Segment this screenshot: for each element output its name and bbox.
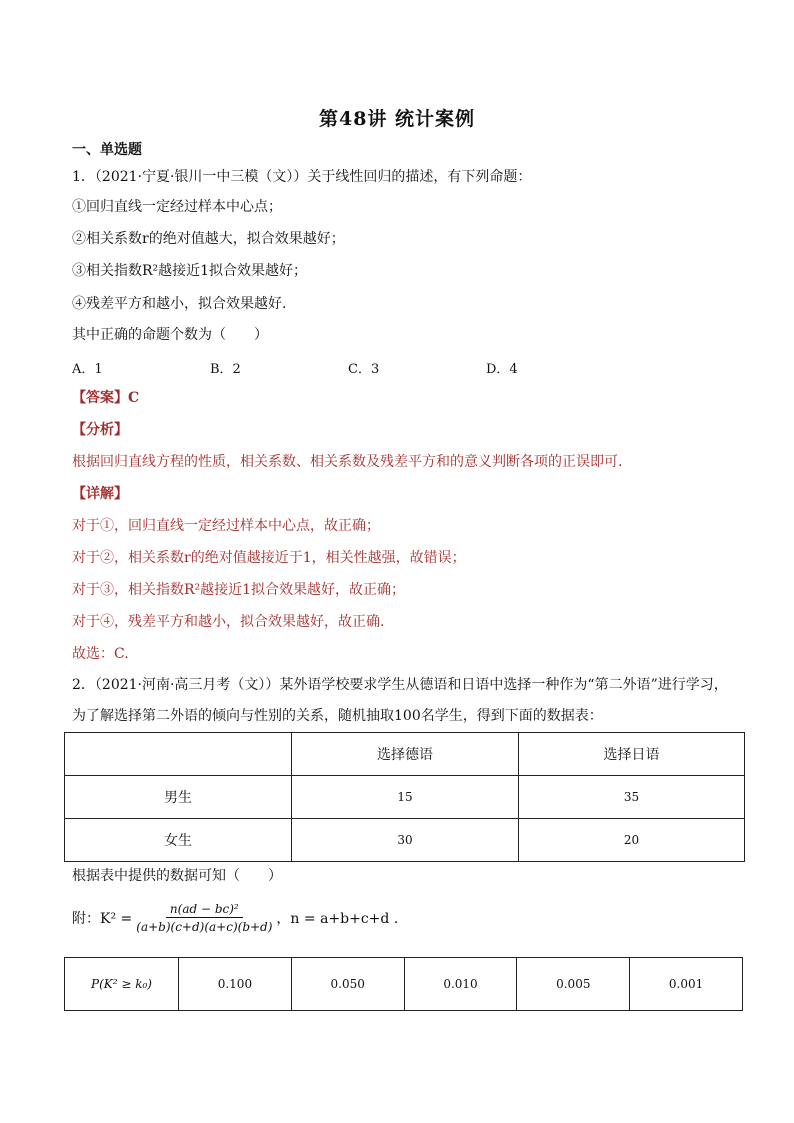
- table-row: [65, 958, 743, 1011]
- q1-item-2: ②相关系数r的绝对值越大，拟合效果越好；: [72, 231, 345, 247]
- table-header-row: [65, 733, 745, 776]
- formula-suffix: ，n = a+b+c+d .: [276, 911, 399, 927]
- q1-stem: 1．（2021·宁夏·银川一中三模（文））关于线性回归的描述，有下列命题：: [72, 169, 532, 185]
- table-row: [65, 819, 745, 862]
- table-cell: 15: [292, 776, 519, 819]
- table-row: [65, 776, 745, 819]
- q1-option-d: D．4: [486, 362, 518, 377]
- section-heading: 一、单选题: [72, 142, 142, 158]
- q1-item-1: ①回归直线一定经过样本中心点；: [72, 199, 282, 215]
- prob-value-cell: 0.050: [291, 958, 404, 1011]
- q1-option-c: C．3: [348, 362, 380, 377]
- prob-header-cell: P(K² ≥ k₀): [65, 958, 179, 1011]
- q1-detail-line-4: 对于④，残差平方和越小，拟合效果越好，故正确.: [72, 614, 385, 630]
- table-cell: 男生: [65, 776, 292, 819]
- prob-value-cell: 0.005: [517, 958, 630, 1011]
- q1-question: 其中正确的命题个数为（ ）: [72, 327, 268, 343]
- prob-value-cell: 0.100: [179, 958, 292, 1011]
- page-title: 第48讲 统计案例: [318, 108, 476, 130]
- q1-item-3: ③相关指数R²越接近1拟合效果越好；: [72, 263, 308, 279]
- q1-analysis-text: 根据回归直线方程的性质，相关系数、相关系数及残差平方和的意义判断各项的正误即可.: [72, 454, 623, 470]
- formula-prefix: 附：K² =: [72, 911, 133, 927]
- q1-option-b: B．2: [210, 362, 241, 377]
- table-cell: 30: [292, 819, 519, 862]
- q2-question: 根据表中提供的数据可知（ ）: [72, 868, 282, 884]
- formula-numerator: n(ad − bc)²: [166, 902, 243, 918]
- q1-answer: 【答案】C: [72, 390, 140, 406]
- table-cell: 35: [519, 776, 745, 819]
- q1-conclusion: 故选：C.: [72, 646, 129, 662]
- table-header-cell: 选择德语: [292, 733, 519, 776]
- q1-item-4: ④残差平方和越小，拟合效果越好.: [72, 296, 287, 312]
- probability-table: [64, 957, 743, 1011]
- prob-value-cell: 0.001: [630, 958, 743, 1011]
- table-cell: 女生: [65, 819, 292, 862]
- q1-detail-line-2: 对于②，相关系数r的绝对值越接近于1，相关性越强，故错误；: [72, 550, 466, 566]
- gender-language-table: [64, 732, 745, 862]
- table-header-cell: 选择日语: [519, 733, 745, 776]
- q2-stem-line-2: 为了解选择第二外语的倾向与性别的关系，随机抽取100名学生，得到下面的数据表：: [72, 708, 603, 724]
- q1-option-a: A．1: [72, 362, 103, 377]
- formula-fraction: [136, 902, 272, 934]
- q1-analysis-label: 【分析】: [72, 422, 128, 438]
- table-cell: 20: [519, 819, 745, 862]
- q1-detail-line-1: 对于①，回归直线一定经过样本中心点，故正确；: [72, 518, 380, 534]
- prob-value-cell: 0.010: [404, 958, 517, 1011]
- q1-detail-label: 【详解】: [72, 486, 128, 502]
- table-header-cell: [65, 733, 292, 776]
- q1-detail-line-3: 对于③，相关指数R²越接近1拟合效果越好，故正确；: [72, 582, 406, 598]
- q2-stem-line-1: 2．（2021·河南·高三月考（文））某外语学校要求学生从德语和日语中选择一种作为“第二外语”进行学习，: [72, 677, 728, 693]
- formula-denominator: (a+b)(c+d)(a+c)(b+d): [136, 920, 273, 934]
- chi-square-formula: [72, 902, 398, 934]
